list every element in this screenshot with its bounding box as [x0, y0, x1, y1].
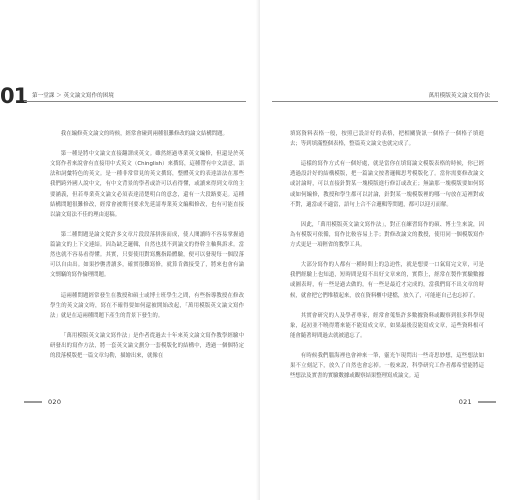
folio-mark-right [478, 401, 496, 403]
right-body-text [290, 129, 484, 391]
paragraph: 這兩種問題經常發生在教授和碩士或博士班學生之間，有些指導教授在修改學生的英文論文時，寫在不確得要如何還被開始改起，「萬用模版英文論文寫作法」就是在這兩種問題下產生的背景下發生的。 [50, 292, 244, 319]
folio-mark-left [24, 401, 42, 403]
header-rule-right [272, 101, 498, 102]
paragraph: 填寫資料表格一般，按照已設計好的表格，把相關資訊一個格子一個格子填進去；等到填滿整個表格，整篇英文論文也就完成了。 [290, 131, 484, 148]
running-header-right: 萬用模版英文論文寫作法 [428, 93, 490, 99]
header-rule-left [24, 101, 246, 102]
paragraph: 「萬用模版英文論文寫作法」是作者從過去十年來英文論文寫作教學經驗中研發出的寫作方法，將一套英文論文劃分一套模版化的結構中，透過一個個特定的段落模版把一篇文章勾勒，描繪出來，就像在 [50, 332, 244, 360]
paragraph: 第一種是將中文論文直接翻譯成英文。雖然經過專業英文編修，但還是於英文寫作者來說會有直接用中式英文（Chinglish）來撰寫，這種帶有中文語意，語法和詞彙特色的英文。是一種非常常見的英文撰寫，整體英文的表達語法在那些我們跨外國人說中文，有中文背景的學者或許可以看得懂，或讀來得到文章的主要涵義，但若專業英文論文必須表達清楚明白的意念，還有一大段路要走。這種結構問題很難修改，經常會被期刊要求先延請專業英文編輯修改，也有可能直接以論文寫法不佳的理由退稿。 [50, 151, 244, 218]
paragraph: 第二種問題是論文從許多文章片段段落拼湊而成，使人閱讀時不容易掌握通篇論文的上下文連結。因為缺乏邏輯，自然也找不到論文的脊幹主軸與訴求。當然也就不容易看得懂。其實，只要使用對寫鷹指鉛體驗，便可以發現每一個段落可以自由出。如果抄襲書讀多，確實很難寫修，就算肯做接受了，將來也會有論文剽竊的寫作倫理問題。 [50, 231, 244, 279]
page-number-left: 020 [48, 398, 62, 406]
paragraph: 因此，「萬用模版英文論文寫作法」，對正在練習寫作的碩、博士生來說，因為有模版可依循，寫作比較容易上手；對修改論文的教授，使用同一個模版寫作方式更是一項輕省的教學工具。 [290, 221, 484, 249]
running-header-left: 第一堂課 ＞ 英文論文寫作的困境 [32, 93, 114, 99]
paragraph: 我在編修英文論文的時候，經常會碰到兩種很難修改的論文結構問題。 [60, 131, 228, 137]
paragraph: 有時候我們腦海裡也會神來一筆，靈光乍現閃出一些奇思妙想，這些想法如果不立刻記下，放久了自然也會忘掉。一般來說，科學研究工作者都希望能將這些想法及實書的實驗數據或觀察結果整理寫成論文。這 [290, 353, 484, 380]
paragraph: 這樣的寫作方式有一個好處，就是當你在填寫論文模版表格的時候，你已經透過設計好的結構模版，把一篇論文按著邏輯思考模版化了。當你需要修改論文或討論時，可以直接針對某一塊模版進行修訂或改正；無論那一塊模版要如何寫或如何編修，教授和學生都可以討論，針對某一塊模版裡的哪一句放在這裡對或不對，適當或不適當，語句上合不合邏輯等問題，都可以迎刃而解。 [290, 161, 484, 208]
paragraph: 其實會研究的人及學者專家，經常會蒐集許多數據資料或觀察到很多科學現象，起初並不曉得將來能不能寫成文章，如果最後沒能寫成文章，這些資料根可能會隨著時間過去就被遺忘了。 [290, 312, 484, 339]
chapter-number: 01 [0, 84, 28, 108]
paragraph: 大部分寫作的人都有一種時間上的急迫性，就是想要一口氣寫完文章，可是我們經驗上也知道，短時間是寫不出好文章來的，實際上，經常在製作實驗數據或圖表時，有一些是過去做的，有一些是最近才完成的，當我們寫不出文章的時候，就會把它們堆積起來，放在資料櫃中建檔，放久了，可能連自己也忘掉了。 [290, 262, 484, 299]
page-number-right: 021 [458, 398, 472, 406]
left-body-text [50, 129, 244, 371]
right-page [260, 0, 520, 500]
